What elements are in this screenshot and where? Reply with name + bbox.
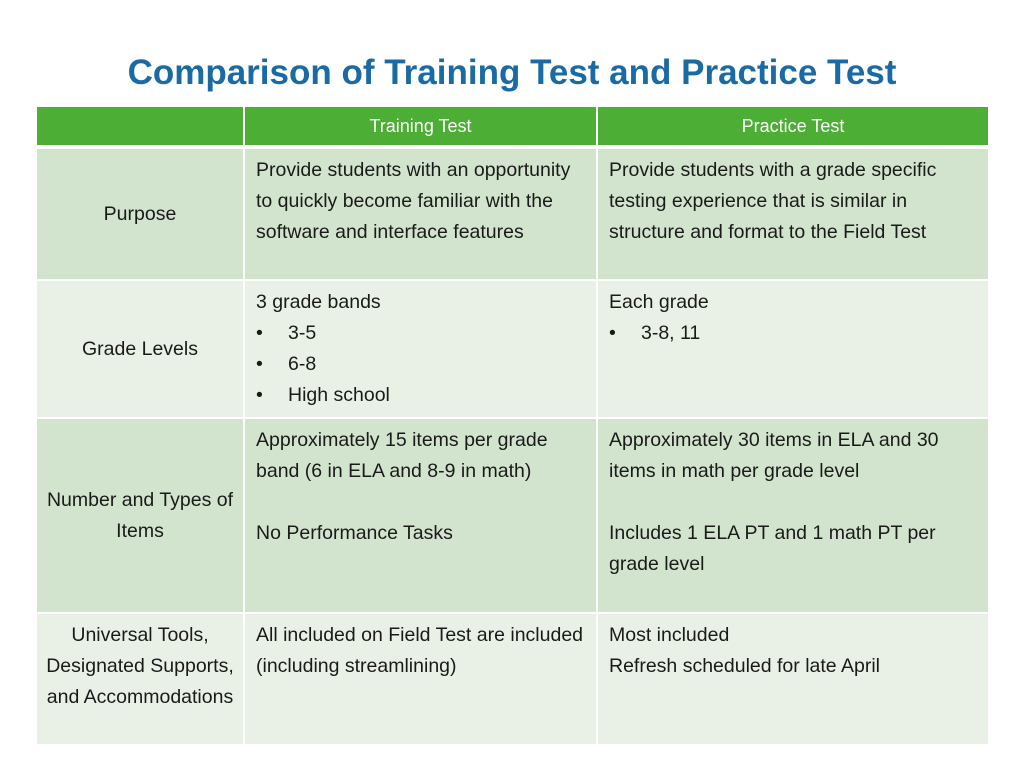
items-practice-cell <box>597 418 988 613</box>
grade-levels-practice-cell <box>597 280 988 418</box>
row-label-universal-tools: Universal Tools, Designated Supports, and Accommodations <box>37 613 244 745</box>
comparison-table <box>37 107 988 746</box>
row-label-purpose: Purpose <box>37 147 244 280</box>
header-training-test: Training Test <box>244 107 597 147</box>
tools-training-cell: All included on Field Test are included (including streamlining) <box>244 613 597 745</box>
paragraph-gap <box>609 487 978 518</box>
tools-practice-cell <box>597 613 988 745</box>
list-item <box>256 349 586 380</box>
row-label-grade-levels: Grade Levels <box>37 280 244 418</box>
purpose-training-cell: Provide students with an opportunity to quickly become familiar with the software and interface features <box>244 147 597 280</box>
table-row-grade-levels <box>37 280 988 418</box>
bullet-text: 6-8 <box>288 353 317 375</box>
bullet-icon: • <box>256 384 263 406</box>
table-row-purpose <box>37 147 988 280</box>
list-item <box>609 318 978 349</box>
slide-title: Comparison of Training Test and Practice Test <box>127 53 897 92</box>
row-label-number-and-types: Number and Types of Items <box>37 418 244 613</box>
table-header-row <box>37 107 988 147</box>
items-practice-paragraph-2: Includes 1 ELA PT and 1 math PT per grade level <box>609 522 936 575</box>
bullet-icon: • <box>609 322 616 344</box>
grade-bands-intro: 3 grade bands <box>256 291 381 313</box>
purpose-practice-cell: Provide students with a grade specific testing experience that is similar in structure and format to the Field Test <box>597 147 988 280</box>
list-item <box>256 380 586 411</box>
list-item <box>256 318 586 349</box>
bullet-icon: • <box>256 353 263 375</box>
bullet-icon: • <box>256 322 263 344</box>
paragraph-gap <box>256 487 586 518</box>
each-grade-intro: Each grade <box>609 291 709 313</box>
items-practice-paragraph-1: Approximately 30 items in ELA and 30 items in math per grade level <box>609 429 939 482</box>
bullet-text: High school <box>288 384 390 406</box>
bullet-text: 3-5 <box>288 322 317 344</box>
items-training-paragraph-2: No Performance Tasks <box>256 522 453 544</box>
comparison-table-container <box>37 107 988 744</box>
table-row-number-and-types <box>37 418 988 613</box>
table-row-universal-tools <box>37 613 988 745</box>
tools-practice-line-2: Refresh scheduled for late April <box>609 655 880 677</box>
bullet-text: 3-8, 11 <box>641 322 701 344</box>
header-empty-cell <box>37 107 244 147</box>
header-practice-test: Practice Test <box>597 107 988 147</box>
grade-levels-training-cell <box>244 280 597 418</box>
tools-practice-line-1: Most included <box>609 624 730 646</box>
items-training-cell <box>244 418 597 613</box>
items-training-paragraph-1: Approximately 15 items per grade band (6 in ELA and 8-9 in math) <box>256 429 548 482</box>
